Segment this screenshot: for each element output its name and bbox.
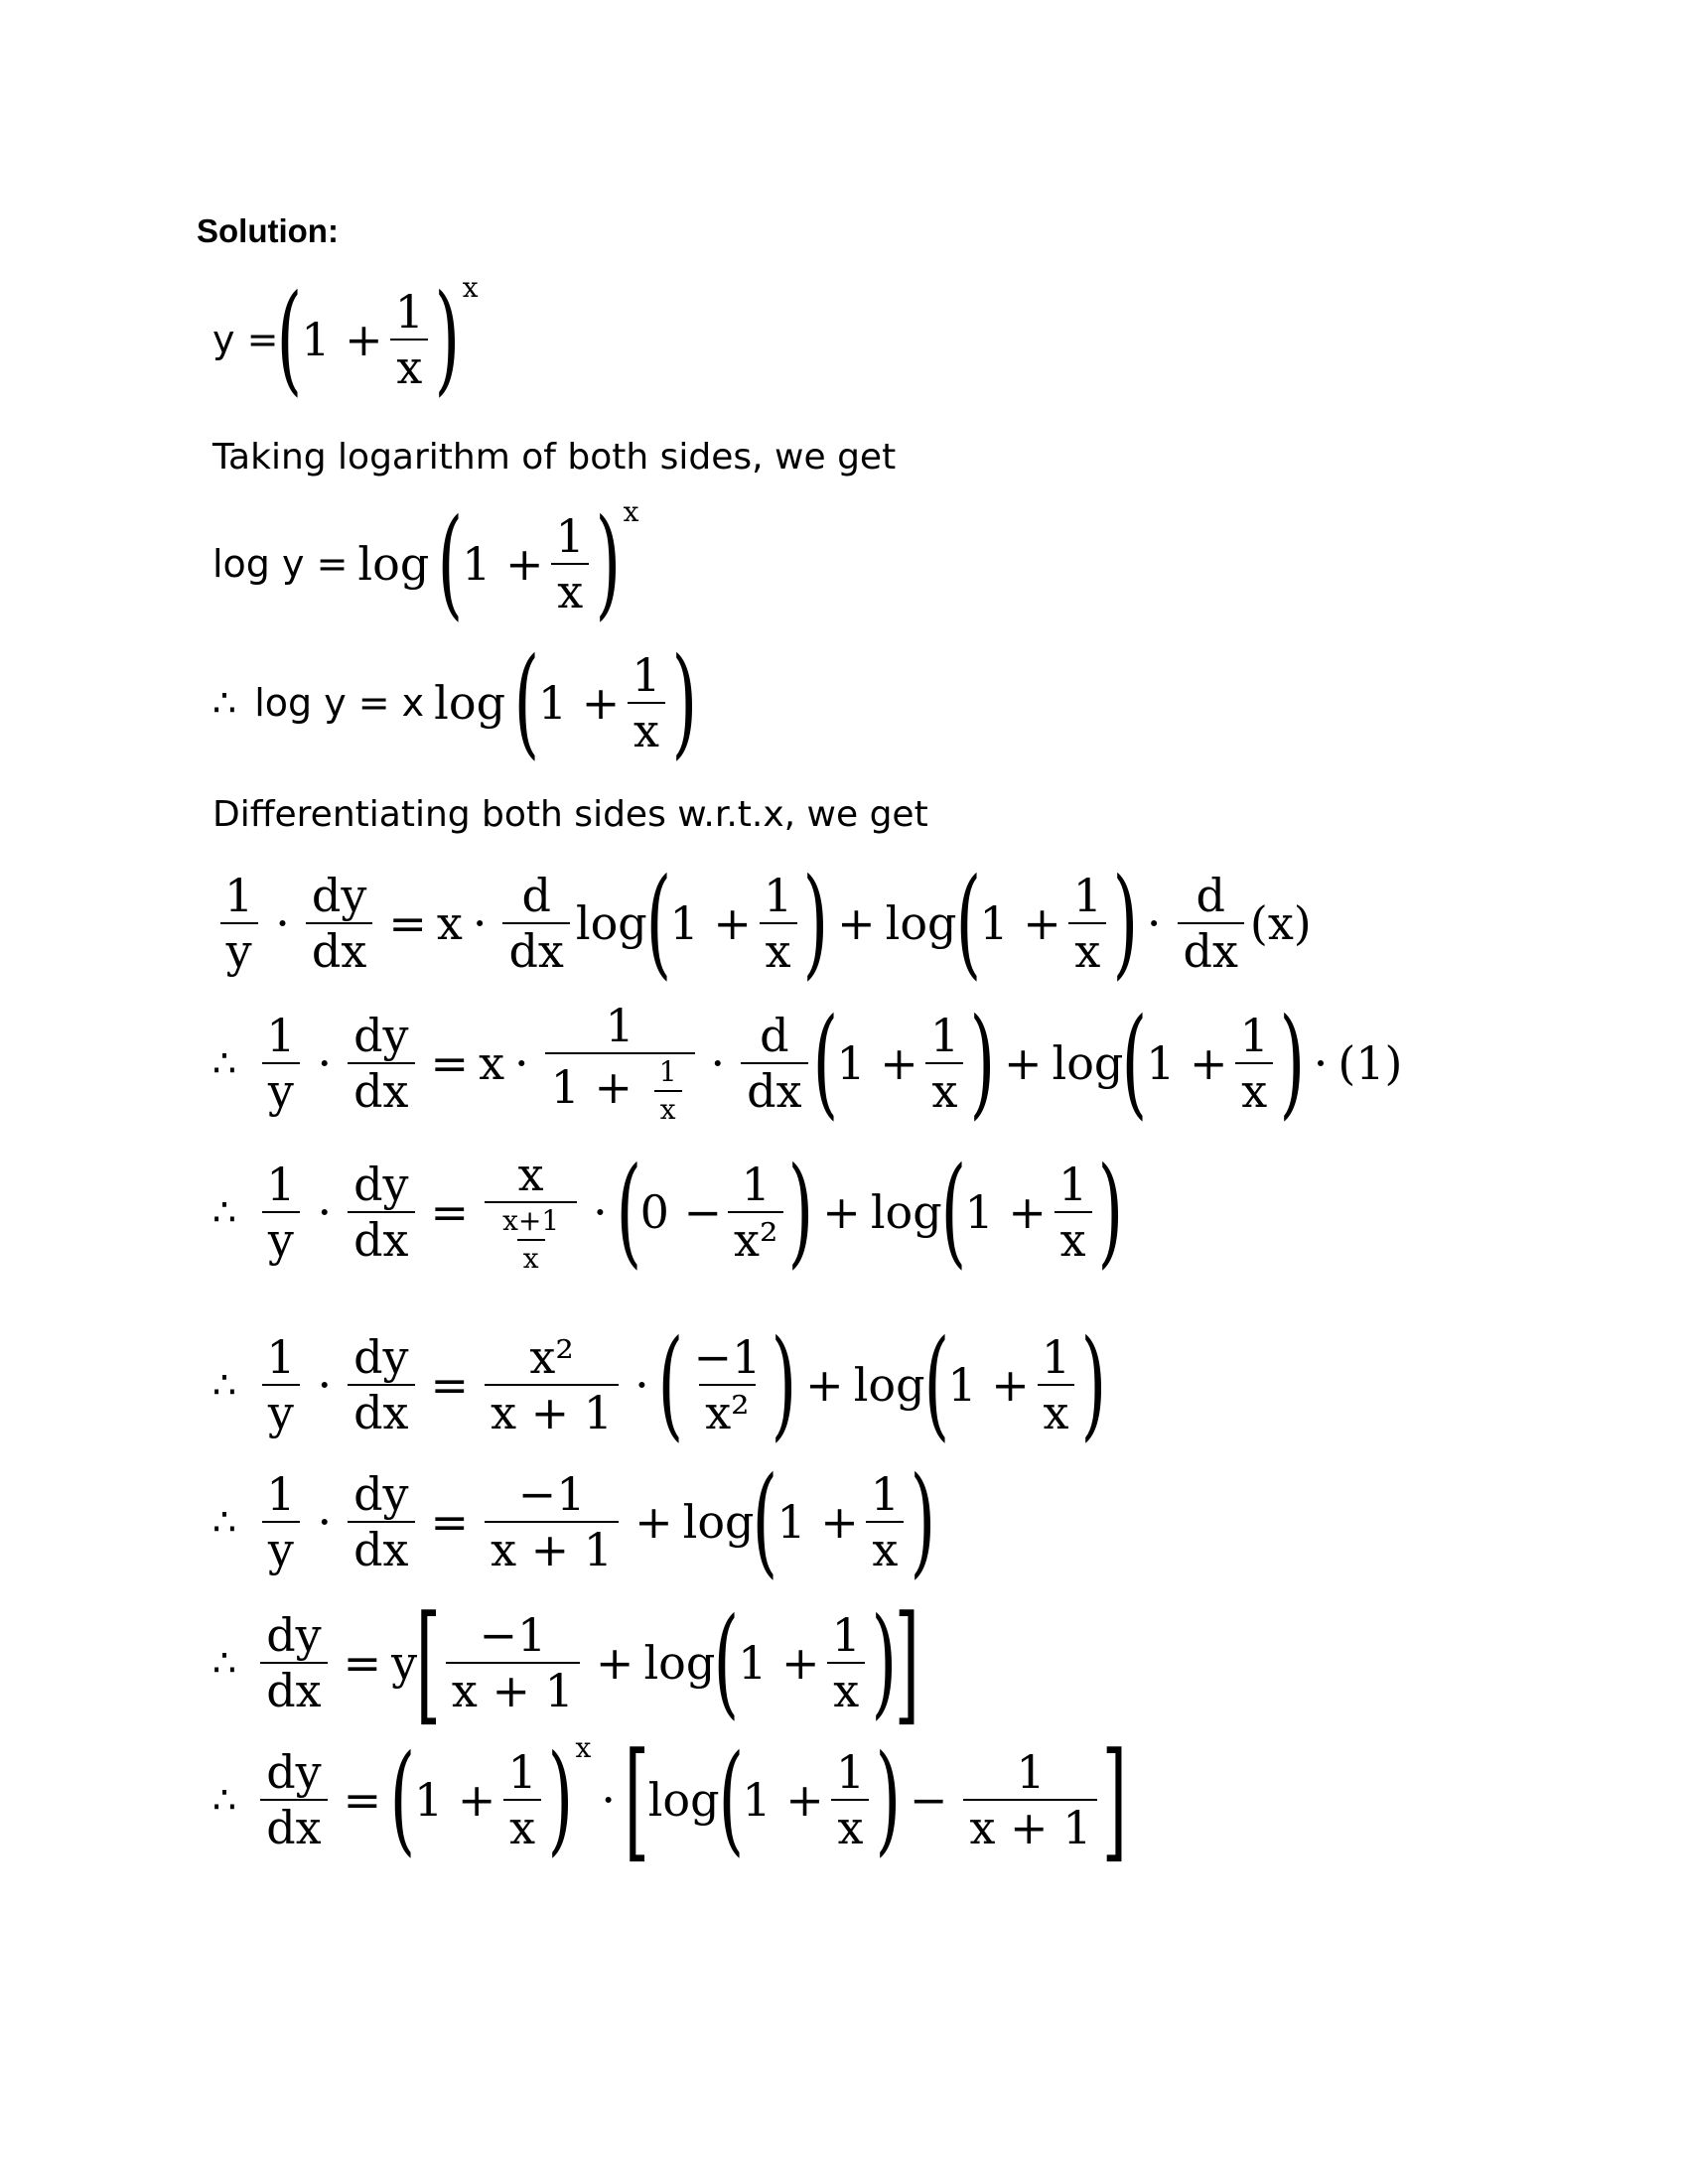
numerator: 1 bbox=[266, 1009, 296, 1062]
dot-operator: · bbox=[275, 896, 290, 950]
left-paren: ( bbox=[940, 1143, 966, 1281]
x: x bbox=[436, 896, 463, 950]
log: log bbox=[643, 1636, 716, 1690]
power-group bbox=[389, 1730, 592, 1868]
numerator: d bbox=[521, 869, 551, 922]
left-paren: ( bbox=[645, 854, 672, 992]
right-paren: ) bbox=[787, 1143, 814, 1281]
right-paren: ) bbox=[595, 494, 622, 632]
therefore-symbol: ∴ bbox=[212, 1641, 237, 1685]
dot-operator: · bbox=[472, 896, 488, 950]
equation-7 bbox=[212, 1315, 1107, 1453]
paren-group bbox=[923, 1315, 1107, 1453]
numerator: 1 bbox=[870, 1467, 901, 1521]
therefore-symbol: ∴ bbox=[212, 1190, 237, 1234]
left-paren: ( bbox=[1121, 994, 1148, 1132]
paren-group bbox=[513, 633, 697, 771]
log: log bbox=[682, 1495, 755, 1549]
equals: = bbox=[430, 1185, 470, 1239]
denominator: x bbox=[390, 339, 428, 390]
denominator: x + 1 bbox=[485, 1521, 619, 1572]
fraction-1-over-x bbox=[1036, 1330, 1076, 1439]
fraction-1-over-y bbox=[260, 1158, 301, 1267]
plus: + bbox=[805, 1358, 844, 1412]
denominator: dx bbox=[260, 1662, 327, 1713]
dot-operator: · bbox=[1313, 1036, 1329, 1090]
fraction-dy-dx bbox=[348, 1330, 414, 1439]
equation-2 bbox=[212, 494, 639, 632]
fraction-1-over-y bbox=[218, 869, 259, 978]
equals: = bbox=[388, 896, 427, 950]
dot-operator: · bbox=[317, 1036, 333, 1090]
one-plus: 1 + bbox=[414, 1773, 496, 1827]
fraction-1-over-y bbox=[260, 1467, 301, 1576]
left-paren: ( bbox=[713, 1593, 740, 1731]
plus: + bbox=[595, 1636, 634, 1690]
numerator: 1 bbox=[266, 1330, 296, 1384]
right-paren: ) bbox=[771, 1315, 797, 1453]
log: log bbox=[870, 1185, 942, 1239]
dot-operator: · bbox=[593, 1185, 608, 1239]
denominator: x bbox=[1235, 1062, 1273, 1114]
log: log bbox=[357, 537, 430, 591]
fraction-neg1-over-xplus1 bbox=[485, 1467, 619, 1576]
one-plus: 1 + bbox=[742, 1773, 824, 1827]
numerator: 1 bbox=[555, 509, 585, 563]
equation-8 bbox=[212, 1452, 936, 1590]
numerator: dy bbox=[266, 1745, 322, 1799]
right-paren: ) bbox=[1112, 854, 1139, 992]
exponent-x: x bbox=[575, 1731, 592, 1764]
paren-group bbox=[940, 1143, 1124, 1281]
dot-operator: · bbox=[1146, 896, 1162, 950]
power-group bbox=[437, 494, 639, 632]
numerator: −1 bbox=[517, 1467, 586, 1521]
right-paren: ) bbox=[969, 994, 996, 1132]
dot-operator: · bbox=[317, 1185, 333, 1239]
denominator: y bbox=[262, 1384, 300, 1435]
one-plus: 1 + bbox=[301, 313, 383, 366]
fraction-1-over-x-small bbox=[653, 1055, 683, 1126]
right-paren: ) bbox=[434, 270, 461, 408]
left-paren: ( bbox=[657, 1315, 683, 1453]
log: log bbox=[434, 676, 506, 730]
therefore-symbol: ∴ bbox=[212, 1778, 237, 1822]
one-plus: 1 + bbox=[669, 896, 752, 950]
denominator: x bbox=[925, 1062, 963, 1114]
solution-heading: Solution: bbox=[197, 212, 339, 249]
denominator: x + 1 bbox=[963, 1799, 1097, 1850]
paren-group bbox=[812, 994, 996, 1132]
left-paren: ( bbox=[718, 1730, 744, 1868]
equation-6 bbox=[212, 1143, 1124, 1281]
denominator: x bbox=[628, 702, 665, 753]
minus: − bbox=[909, 1773, 948, 1827]
fraction-d-dx bbox=[502, 869, 569, 978]
right-paren: ) bbox=[547, 1730, 574, 1868]
numerator: dy bbox=[311, 869, 367, 922]
numerator: 1 bbox=[1016, 1745, 1046, 1799]
numerator: 1 bbox=[394, 285, 424, 339]
numerator: 1 bbox=[266, 1467, 296, 1521]
equation-9 bbox=[212, 1587, 919, 1738]
denominator bbox=[545, 1052, 695, 1124]
right-paren: ) bbox=[910, 1452, 936, 1590]
denominator: x + 1 bbox=[485, 1384, 619, 1435]
fraction-1-over-x bbox=[1053, 1158, 1093, 1267]
fraction-d-dx bbox=[1178, 869, 1244, 978]
denominator: x bbox=[827, 1662, 865, 1713]
equals: = bbox=[430, 1358, 470, 1412]
plus: + bbox=[1003, 1036, 1043, 1090]
y: y bbox=[391, 1636, 418, 1690]
denominator: y bbox=[262, 1211, 300, 1263]
fraction-xplus1-over-x-small bbox=[496, 1204, 565, 1275]
fraction-1-over-xplus1 bbox=[963, 1745, 1097, 1854]
log: log bbox=[885, 896, 957, 950]
paren-group bbox=[645, 854, 829, 992]
numerator: x² bbox=[529, 1330, 574, 1384]
fraction-1-over-x bbox=[626, 648, 666, 757]
dot-operator: · bbox=[601, 1773, 616, 1827]
paren-group bbox=[713, 1593, 898, 1731]
log: log bbox=[1052, 1036, 1124, 1090]
numerator: 1 bbox=[507, 1745, 537, 1799]
denominator: x bbox=[551, 563, 589, 614]
fraction-dy-dx bbox=[348, 1009, 414, 1118]
numerator: dy bbox=[353, 1467, 409, 1521]
fraction-1-over-x bbox=[830, 1745, 871, 1854]
dot-operator: · bbox=[634, 1358, 649, 1412]
fraction-1-over-x-squared bbox=[728, 1158, 783, 1267]
log: log bbox=[575, 896, 647, 950]
left-bracket: [ bbox=[624, 1724, 650, 1875]
paren-x: (x) bbox=[1249, 896, 1312, 950]
paren-group bbox=[1121, 994, 1306, 1132]
fraction-dy-dx bbox=[260, 1608, 327, 1717]
numerator: 1 bbox=[763, 869, 793, 922]
zero-minus: 0 − bbox=[639, 1185, 723, 1239]
dot-operator: · bbox=[317, 1495, 333, 1549]
numerator: 1 bbox=[266, 1158, 296, 1211]
fraction-1-over-x bbox=[865, 1467, 906, 1576]
one-plus: 1 + bbox=[462, 537, 544, 591]
right-paren: ) bbox=[1080, 1315, 1107, 1453]
one-plus: 1 + bbox=[776, 1495, 859, 1549]
denominator: x + 1 bbox=[446, 1662, 580, 1713]
one-plus: 1 + bbox=[1146, 1036, 1228, 1090]
fraction-neg1-over-xplus1 bbox=[446, 1608, 580, 1717]
paren-group bbox=[718, 1730, 902, 1868]
taking-log-text: Taking logarithm of both sides, we get bbox=[212, 437, 897, 478]
equals: = bbox=[343, 1636, 382, 1690]
denominator: y bbox=[262, 1062, 300, 1114]
dot-operator: · bbox=[317, 1358, 333, 1412]
right-paren: ) bbox=[671, 633, 697, 771]
left-paren: ( bbox=[389, 1730, 416, 1868]
denominator: dx bbox=[260, 1799, 327, 1850]
paren-group bbox=[753, 1452, 936, 1590]
denominator: dx bbox=[348, 1211, 414, 1263]
paren-one: (1) bbox=[1337, 1036, 1403, 1090]
right-paren: ) bbox=[875, 1730, 902, 1868]
equation-3 bbox=[212, 633, 697, 771]
denominator: y bbox=[262, 1521, 300, 1572]
equation-10 bbox=[212, 1724, 1128, 1875]
log: log bbox=[853, 1358, 925, 1412]
fraction-1-over-compound bbox=[545, 999, 695, 1126]
numerator: 1 bbox=[929, 1009, 960, 1062]
paren-group bbox=[657, 1315, 797, 1453]
fraction-dy-dx bbox=[348, 1467, 414, 1576]
dot-operator: · bbox=[514, 1036, 529, 1090]
denominator: x bbox=[760, 922, 797, 974]
paren-group bbox=[616, 1143, 814, 1281]
right-paren: ) bbox=[1279, 994, 1306, 1132]
plus: + bbox=[837, 896, 876, 950]
fraction-1-over-y bbox=[260, 1330, 301, 1439]
denominator: x bbox=[831, 1799, 869, 1850]
denominator: dx bbox=[1178, 922, 1244, 974]
fraction-1-over-x bbox=[924, 1009, 965, 1118]
numerator: −1 bbox=[693, 1330, 762, 1384]
fraction-dy-dx bbox=[348, 1158, 414, 1267]
therefore-symbol: ∴ bbox=[212, 1363, 237, 1407]
left-bracket: [ bbox=[415, 1587, 442, 1738]
denominator: dx bbox=[741, 1062, 807, 1114]
numerator: 1 bbox=[1057, 1158, 1088, 1211]
fraction-1-over-y bbox=[260, 1009, 301, 1118]
one-plus: 1 + bbox=[964, 1185, 1047, 1239]
denominator: x bbox=[503, 1799, 541, 1850]
bracket-group bbox=[624, 1724, 1128, 1875]
numerator: dy bbox=[266, 1608, 322, 1662]
left-paren: ( bbox=[276, 270, 303, 408]
denominator: dx bbox=[502, 922, 569, 974]
right-bracket: ] bbox=[894, 1587, 919, 1738]
fraction-1-over-x bbox=[550, 509, 591, 618]
numerator: −1 bbox=[479, 1608, 547, 1662]
left-paren: ( bbox=[437, 494, 464, 632]
plus: + bbox=[634, 1495, 673, 1549]
equation-4 bbox=[212, 854, 1312, 992]
left-paren: ( bbox=[923, 1315, 949, 1453]
left-paren: ( bbox=[955, 854, 981, 992]
dot-operator: · bbox=[710, 1036, 726, 1090]
therefore-symbol: ∴ bbox=[212, 1500, 237, 1544]
numerator: 1 bbox=[658, 1055, 677, 1088]
fraction-dy-dx bbox=[306, 869, 372, 978]
denominator: y bbox=[220, 922, 258, 974]
numerator: 1 bbox=[831, 1608, 861, 1662]
therefore-symbol: ∴ bbox=[212, 681, 237, 725]
equation-5 bbox=[212, 994, 1403, 1132]
fraction-1-over-x bbox=[758, 869, 798, 978]
numerator: d bbox=[1196, 869, 1225, 922]
log: log bbox=[647, 1773, 720, 1827]
numerator: 1 bbox=[224, 869, 254, 922]
differentiating-text: Differentiating both sides w.r.t.x, we get bbox=[212, 794, 928, 835]
y-equals: y = bbox=[212, 318, 279, 361]
fraction-1-over-x bbox=[826, 1608, 867, 1717]
denominator: dx bbox=[348, 1384, 414, 1435]
left-paren: ( bbox=[753, 1452, 778, 1590]
denominator: dx bbox=[306, 922, 372, 974]
numerator: x+1 bbox=[502, 1204, 560, 1237]
numerator: 1 bbox=[605, 999, 634, 1052]
denominator: dx bbox=[348, 1521, 414, 1572]
fraction-1-over-x bbox=[389, 285, 430, 394]
right-paren: ) bbox=[1097, 1143, 1124, 1281]
log-y-equals: log y = bbox=[212, 542, 349, 586]
exponent-x: x bbox=[462, 271, 479, 304]
fraction-neg1-over-x-squared bbox=[688, 1330, 768, 1439]
fraction-1-over-x bbox=[501, 1745, 542, 1854]
fraction-d-dx bbox=[741, 1009, 807, 1118]
x: x bbox=[479, 1036, 505, 1090]
denominator: dx bbox=[348, 1062, 414, 1114]
denominator: x bbox=[1038, 1384, 1075, 1435]
bracket-group bbox=[415, 1587, 919, 1738]
numerator: d bbox=[760, 1009, 789, 1062]
numerator: 1 bbox=[835, 1745, 866, 1799]
equals: = bbox=[430, 1495, 470, 1549]
denominator: x² bbox=[699, 1384, 755, 1435]
therefore-symbol: ∴ bbox=[212, 1041, 237, 1085]
one-plus: 1 + bbox=[979, 896, 1061, 950]
denominator: x bbox=[1055, 1211, 1092, 1263]
denominator: x² bbox=[728, 1211, 783, 1263]
numerator: 1 bbox=[1041, 1330, 1071, 1384]
power-group bbox=[276, 270, 479, 408]
one-plus: 1 + bbox=[836, 1036, 918, 1090]
denominator: x bbox=[866, 1521, 904, 1572]
fraction-xsq-over-xplus1 bbox=[485, 1330, 619, 1439]
fraction-x-over-compound bbox=[485, 1148, 577, 1275]
numerator: x bbox=[517, 1148, 544, 1201]
numerator: dy bbox=[353, 1009, 409, 1062]
equals: = bbox=[343, 1773, 382, 1827]
plus: + bbox=[822, 1185, 861, 1239]
right-paren: ) bbox=[871, 1593, 898, 1731]
numerator: 1 bbox=[632, 648, 661, 702]
one-plus: 1 + bbox=[738, 1636, 820, 1690]
numerator: 1 bbox=[741, 1158, 771, 1211]
log-y-equals-x: log y = x bbox=[254, 681, 425, 725]
one-plus: 1 + bbox=[537, 676, 621, 730]
equation-1 bbox=[212, 270, 479, 408]
left-paren: ( bbox=[513, 633, 540, 771]
one-plus: 1 + bbox=[550, 1060, 633, 1114]
exponent-x: x bbox=[623, 495, 639, 528]
numerator: dy bbox=[353, 1330, 409, 1384]
denominator: x bbox=[1068, 922, 1106, 974]
equals: = bbox=[430, 1036, 470, 1090]
paren-group bbox=[955, 854, 1139, 992]
fraction-1-over-x bbox=[1067, 869, 1108, 978]
left-paren: ( bbox=[616, 1143, 642, 1281]
left-paren: ( bbox=[812, 994, 838, 1132]
right-paren: ) bbox=[802, 854, 829, 992]
numerator: 1 bbox=[1072, 869, 1103, 922]
fraction-1-over-x bbox=[1234, 1009, 1275, 1118]
denominator bbox=[485, 1201, 577, 1273]
numerator: dy bbox=[353, 1158, 409, 1211]
fraction-dy-dx bbox=[260, 1745, 327, 1854]
one-plus: 1 + bbox=[947, 1358, 1030, 1412]
numerator: 1 bbox=[1239, 1009, 1269, 1062]
denominator: x bbox=[654, 1090, 682, 1124]
right-bracket: ] bbox=[1102, 1724, 1128, 1875]
denominator: x bbox=[517, 1239, 545, 1273]
